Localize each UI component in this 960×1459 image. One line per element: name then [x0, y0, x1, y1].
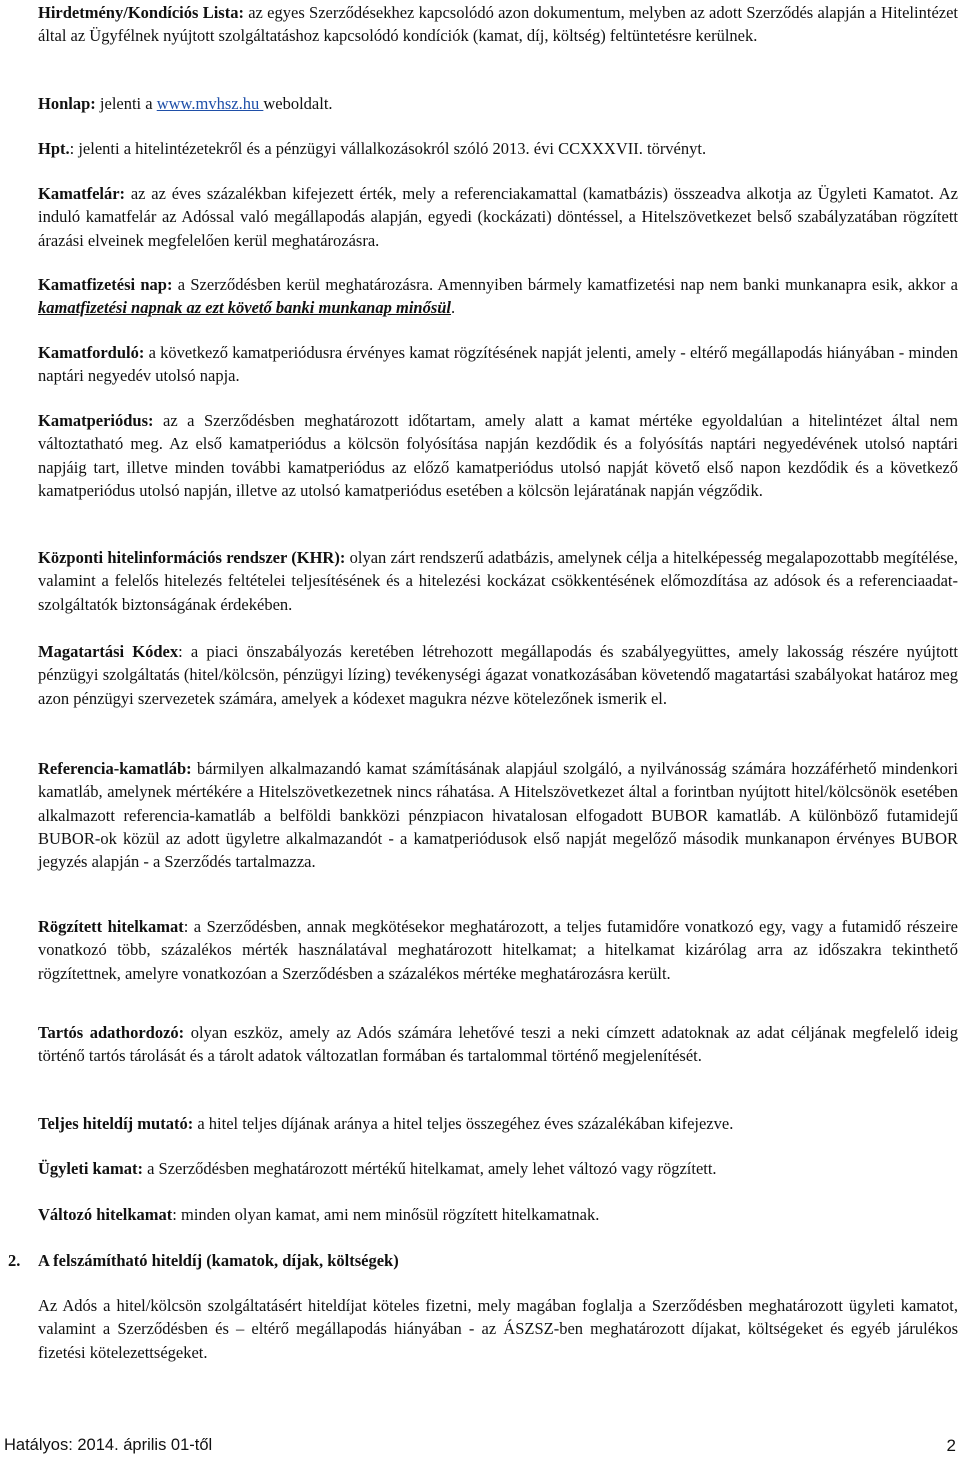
term-label: Teljes hiteldíj mutató:	[38, 1114, 194, 1133]
term-label: Magatartási Kódex	[38, 642, 179, 661]
definition-text: jelenti a	[95, 94, 157, 113]
definition-valtozo-hitelkamat	[38, 1203, 958, 1226]
definition-teljes-hiteldij-mutato	[38, 1112, 958, 1135]
term-label: Központi hitelinformációs rendszer (KHR):	[38, 548, 346, 567]
term-label: Ügyleti kamat:	[38, 1159, 143, 1178]
definition-text: .	[451, 298, 456, 318]
term-label: Kamatfelár:	[38, 184, 126, 203]
definition-khr	[38, 546, 958, 616]
definition-text: az egyes Szerződésekhez kapcsolódó azon dokumentum, melyben az adott Szerződés alapján a Hitelintézet által az Ügyfélnek nyújtott szolgáltatáshoz kapcsolódó kondíciók (kamat, díj, költség) feltüntetésre kerülnek.	[38, 3, 958, 46]
emphasized-text: kamatfizetési napnak az ezt követő banki munkanap minősül	[38, 298, 452, 318]
definition-kamatfizetesi-nap	[38, 273, 958, 320]
definition-text: bármilyen alkalmazandó kamat számításának alapjául szolgáló, a nyilvánosság számára hozzáférhető mindenkori kamatláb, amelynek mértékére a Hitelszövetkezetnek nincs ráhatása. A Hitelszövetkezet által a forintban nyújtott hitel/kölcsönök esetében alkalmazott referencia-kamatláb a belföldi bankközi pénzpiacon hivatalosan elfogadott BUBOR kamatláb. A különböző futamidejű BUBOR-ok közül az adott ügyletre alkalmazandót - a kamatperiódusok első napját megelőző második munkanapon érvényes BUBOR jegyzés alapján - a Szerződés tartalmazza.	[38, 759, 958, 872]
definition-rogzitett-hitelkamat	[38, 915, 958, 985]
section-body: Az Adós a hitel/kölcsön szolgáltatásért hiteldíjat köteles fizetni, mely magában foglalja a Szerződésben meghatározott ügyleti kamatot, valamint a Szerződésben és – eltérő megállapodás hiányában - az ÁSZSZ-ben meghatározott díjakat, költségeket és egyéb járulékos fizetési kötelezettségeket.	[38, 1296, 958, 1362]
definition-text: az a Szerződésben meghatározott időtartam, amely alatt a kamat mértéke egyoldalúan a hitelintézet által nem változtatható meg. Az első kamatperiódus a kölcsön folyósítása napján kezdődik és a folyósítás naptári negyedévének utolsó naptári napjáig tart, illetve minden további kamatperiódus az előző kamatperiódus utolsó napját követő első napon kezdődik és a következő kamatperiódus utolsó napján, illetve az utolsó kamatperiódus esetében a kölcsön lejáratának napján végződik.	[38, 411, 958, 500]
definition-text: a következő kamatperiódusra érvényes kamat rögzítésének napját jelenti, amely - eltérő megállapodás hiányában - minden naptári negyedév utolsó napja.	[38, 343, 958, 386]
definition-text: : a Szerződésben, annak megkötésekor meghatározott, a teljes futamidőre vonatkozó egy, vagy a futamidő részeire vonatkozó több, százalékos mérték használatával meghatározott hitelkamat; a hitelkamat kizárólag arra az időszakra tekinthető rögzítettnek, amelyre vonatkozóan a Szerződésben a százalékos mértéke meghatározásra került.	[38, 917, 959, 983]
term-label: Kamatforduló:	[38, 343, 145, 362]
definition-magatartasi-kodex	[38, 640, 958, 710]
definition-referencia-kamatlab	[38, 757, 958, 873]
definition-text: az az éves százalékban kifejezett érték, mely a referenciakamattal (kamatbázis) összeadva alkotja az Ügyleti Kamatot. Az induló kamatfelár az Adóssal való megállapodás alapján, egyedi (kockázati) döntéssel, a Hitelszövetkezet belső szabályzatában rögzített árazási elveinek megfelelően kerül meghatározásra.	[38, 184, 958, 250]
term-label: Honlap:	[38, 94, 96, 113]
term-label: Rögzített hitelkamat	[38, 917, 184, 936]
definition-text: : jelenti a hitelintézetekről és a pénzügyi vállalkozásokról szóló 2013. évi CCXXXVII. törvényt.	[69, 139, 707, 158]
definition-tartos-adathordozo	[38, 1021, 958, 1068]
term-label: Tartós adathordozó:	[38, 1023, 185, 1042]
page-number: 2	[946, 1436, 956, 1455]
section-heading	[8, 1249, 399, 1272]
definition-hpt	[38, 137, 958, 160]
term-label: Referencia-kamatláb:	[38, 759, 192, 778]
footer-effective-date: Hatályos: 2014. április 01-től	[4, 1436, 213, 1454]
definition-text: weboldalt.	[263, 94, 333, 113]
section-number: 2.	[8, 1251, 21, 1270]
definition-text: olyan zárt rendszerű adatbázis, amelynek célja a hitelképesség megalapozottabb megítélése, valamint a felelős hitelezés feltételei teljesítésének és a hitelezési kockázat csökkentésének előmozdítása az adósok és a referenciaadat-szolgáltatók biztonságának érdekében.	[38, 548, 958, 614]
definition-text: a Szerződésben kerül meghatározásra. Amennyiben bármely kamatfizetési nap nem banki munkanapra esik, akkor a	[172, 275, 958, 294]
definition-hirdetmeny	[38, 1, 958, 48]
definition-text: olyan eszköz, amely az Adós számára lehetővé teszi a neki címzett adatoknak az adat céljának megfelelő ideig történő tartós tárolását és a tárolt adatok változatlan formában és tartalommal történő megjelenítését.	[38, 1023, 958, 1066]
definition-ugyleti-kamat	[38, 1157, 958, 1180]
definition-kamatfordulo	[38, 341, 958, 388]
definition-text: : minden olyan kamat, ami nem minősül rögzített hitelkamatnak.	[172, 1205, 600, 1224]
definition-kamatperiodus	[38, 409, 958, 502]
definition-text: : a piaci önszabályozás keretében létrehozott megállapodás és szabályegyüttes, amely lakosság részére nyújtott pénzügyi szolgáltatás (hitel/kölcsön, pénzügyi lízing) tevékenységi ágazat vonatkozásában követendő magatartási szabályokat határoz meg azon pénzügyi szervezetek számára, amelyek a kódexet magukra nézve kötelezőnek ismerik el.	[38, 642, 958, 708]
term-label: Hirdetmény/Kondíciós Lista:	[38, 3, 244, 22]
section-title: A felszámítható hiteldíj (kamatok, díjak, költségek)	[38, 1251, 399, 1270]
definition-text: a hitel teljes díjának aránya a hitel teljes összegéhez éves százalékában kifejezve.	[193, 1114, 734, 1133]
definition-text: a Szerződésben meghatározott mértékű hitelkamat, amely lehet változó vagy rögzített.	[142, 1159, 717, 1178]
term-label: Kamatfizetési nap:	[38, 275, 173, 294]
definition-kamatfelar	[38, 182, 958, 252]
term-label: Változó hitelkamat	[38, 1205, 173, 1224]
term-label: Kamatperiódus:	[38, 411, 154, 430]
website-link[interactable]: www.mvhsz.hu	[156, 94, 264, 113]
definition-honlap	[38, 92, 958, 115]
term-label: Hpt.	[38, 139, 70, 158]
